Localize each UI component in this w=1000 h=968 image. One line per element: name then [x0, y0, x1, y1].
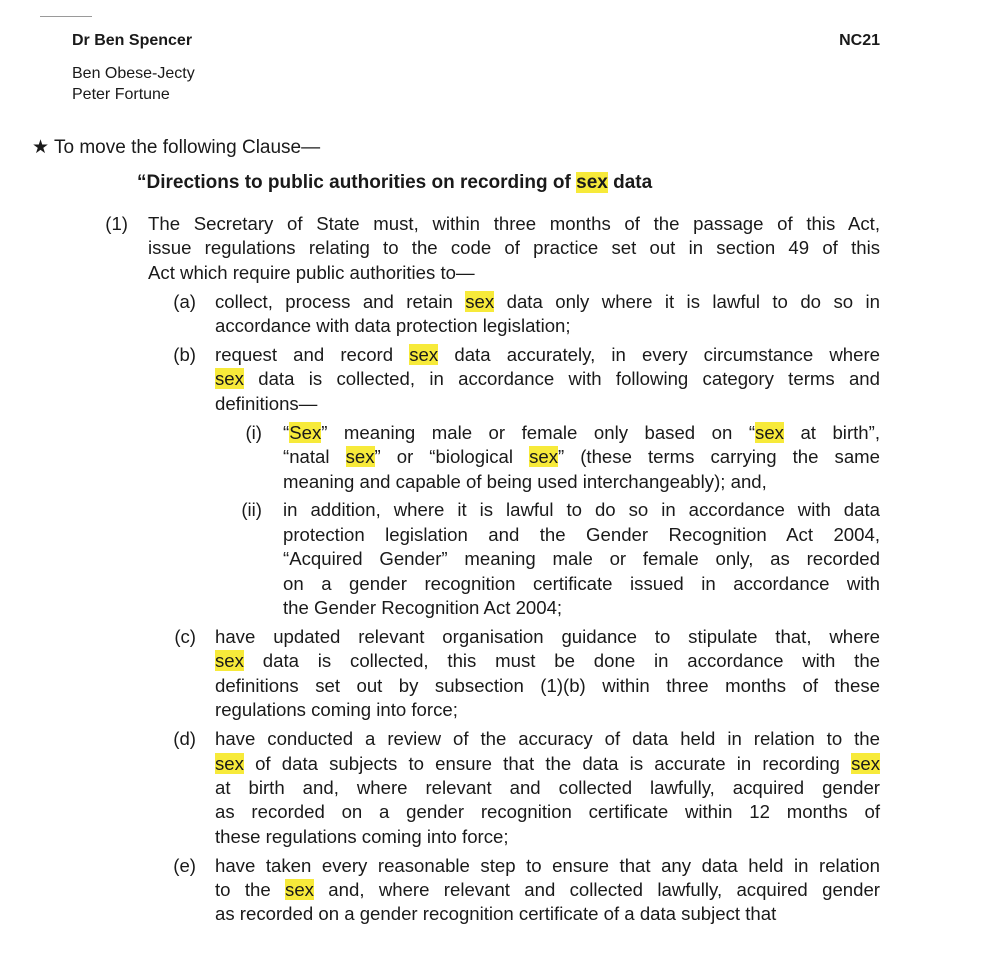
paragraph-text [215, 854, 880, 927]
paragraph-text [215, 290, 880, 339]
co-sponsor: Peter Fortune [72, 86, 170, 103]
paragraph-number: (ii) [241, 499, 262, 521]
clause-body [0, 212, 1000, 927]
clause-paragraph [0, 498, 1000, 620]
text-line [283, 421, 880, 445]
paragraph-number: (1) [105, 213, 128, 234]
highlighted-term: sex [345, 446, 375, 468]
text-segment: ” (these terms carrying the same [558, 446, 880, 468]
text-segment: accordance with data protection legislation; [215, 315, 571, 337]
text-segment: of data subjects to ensure that the data is accurate in recording [243, 752, 852, 774]
paragraph-text [283, 421, 880, 494]
text-segment: ” or “biological [374, 446, 530, 468]
title-text: data [607, 172, 653, 193]
text-line [215, 800, 880, 824]
paragraph-number: (i) [245, 421, 262, 443]
text-line [215, 367, 880, 391]
motion-text: To move the following Clause— [53, 137, 321, 158]
paragraph-number: (d) [173, 728, 196, 750]
text-segment: in addition, where it is lawful to do so in accordance with data [283, 499, 880, 521]
clause-paragraph [0, 854, 1000, 927]
star-icon: ★ [32, 137, 50, 158]
text-line [215, 392, 880, 416]
text-segment: “ [283, 421, 290, 443]
text-line [215, 625, 880, 649]
clause-paragraph [0, 212, 1000, 285]
highlighted-term: sex [215, 368, 244, 390]
highlighted-term: sex [215, 752, 244, 774]
co-sponsors [72, 63, 195, 105]
text-segment: as recorded on a gender recognition certificate of a data subject that [215, 903, 777, 925]
text-line [283, 523, 880, 547]
paragraph-number: (c) [174, 626, 196, 647]
clause-paragraph [0, 421, 1000, 494]
paragraph-number: (e) [173, 854, 196, 876]
text-line [148, 212, 880, 236]
highlighted-term: sex [755, 421, 784, 443]
text-segment: request and record [215, 344, 410, 366]
text-line [283, 470, 880, 494]
text-segment: issue regulations relating to the code of practice set out in section 49 of this [148, 237, 880, 259]
text-line [283, 547, 880, 571]
text-segment: “Acquired Gender” meaning male or female only, as recorded [283, 548, 880, 570]
text-segment: as recorded on a gender recognition certificate within 12 months of [215, 801, 880, 823]
text-segment: on a gender recognition certificate issued in accordance with [283, 572, 880, 594]
text-line [215, 290, 880, 314]
text-segment: data only where it is lawful to do so in [494, 290, 880, 312]
paragraph-number: (b) [173, 344, 196, 366]
text-segment: at birth”, [783, 421, 880, 443]
text-segment: have conducted a review of the accuracy of data held in relation to the [215, 728, 880, 750]
highlighted-term: sex [285, 879, 314, 901]
text-line [283, 445, 880, 469]
highlighted-term: sex [409, 344, 439, 366]
text-line [215, 674, 880, 698]
text-line [215, 854, 880, 878]
text-segment: data is collected, in accordance with following category terms and [243, 368, 880, 390]
text-segment: data accurately, in every circumstance where [438, 344, 881, 366]
text-line [215, 649, 880, 673]
text-segment: have updated relevant organisation guidance to stipulate that, where [215, 626, 880, 647]
text-segment: definitions— [215, 392, 318, 414]
paragraph-number: (a) [173, 290, 196, 312]
motion-line [32, 136, 320, 159]
text-line [215, 698, 880, 722]
text-segment: Act which require public authorities to— [148, 261, 475, 283]
clause-paragraph [0, 343, 1000, 416]
text-line [215, 902, 880, 926]
text-line [148, 261, 880, 285]
clause-paragraph [0, 727, 1000, 849]
text-segment: regulations coming into force; [215, 699, 458, 721]
text-line [215, 343, 880, 367]
text-segment: have taken every reasonable step to ensure that any data held in relation [215, 854, 880, 876]
text-segment: protection legislation and the Gender Recognition Act 2004, [283, 523, 880, 545]
title-text: “Directions to public authorities on recording of [137, 172, 577, 193]
text-line [283, 572, 880, 596]
text-segment: at birth and, where relevant and collected lawfully, acquired gender [215, 776, 880, 798]
text-segment: data is collected, this must be done in accordance with the [243, 650, 880, 672]
highlighted-term: Sex [289, 421, 322, 443]
text-segment: the Gender Recognition Act 2004; [283, 597, 563, 619]
highlighted-term: sex [576, 172, 608, 193]
lead-sponsor: Dr Ben Spencer [72, 32, 193, 49]
text-line [215, 727, 880, 751]
paragraph-text [215, 343, 880, 416]
text-segment: definitions set out by subsection (1)(b) within three months of these [215, 674, 880, 696]
text-line [215, 314, 880, 338]
text-line [215, 776, 880, 800]
text-segment: meaning and capable of being used interchangeably); and, [283, 470, 767, 492]
text-line [215, 878, 880, 902]
highlighted-term: sex [465, 290, 495, 312]
paragraph-text [215, 625, 880, 723]
text-segment: to the [215, 879, 286, 901]
text-segment: and, where relevant and collected lawfully, acquired gender [313, 879, 880, 901]
text-line [215, 752, 880, 776]
text-segment: collect, process and retain [215, 290, 466, 312]
text-segment: these regulations coming into force; [215, 825, 509, 847]
text-line [283, 596, 880, 620]
text-segment: ” meaning male or female only based on “ [321, 421, 756, 443]
clause-title [137, 172, 652, 194]
co-sponsor: Ben Obese-Jecty [72, 65, 195, 82]
clause-paragraph [0, 625, 1000, 723]
amendment-number: NC21 [839, 32, 880, 49]
header-rule [40, 16, 92, 17]
paragraph-text [283, 498, 880, 620]
text-line [283, 498, 880, 522]
text-line [148, 236, 880, 260]
clause-paragraph [0, 290, 1000, 339]
highlighted-term: sex [529, 446, 558, 468]
highlighted-term: sex [851, 752, 880, 774]
highlighted-term: sex [215, 650, 244, 672]
text-line [215, 825, 880, 849]
paragraph-text [148, 212, 880, 285]
text-segment: “natal [283, 446, 346, 468]
paragraph-text [215, 727, 880, 849]
text-segment: The Secretary of State must, within three months of the passage of this Act, [148, 213, 880, 234]
